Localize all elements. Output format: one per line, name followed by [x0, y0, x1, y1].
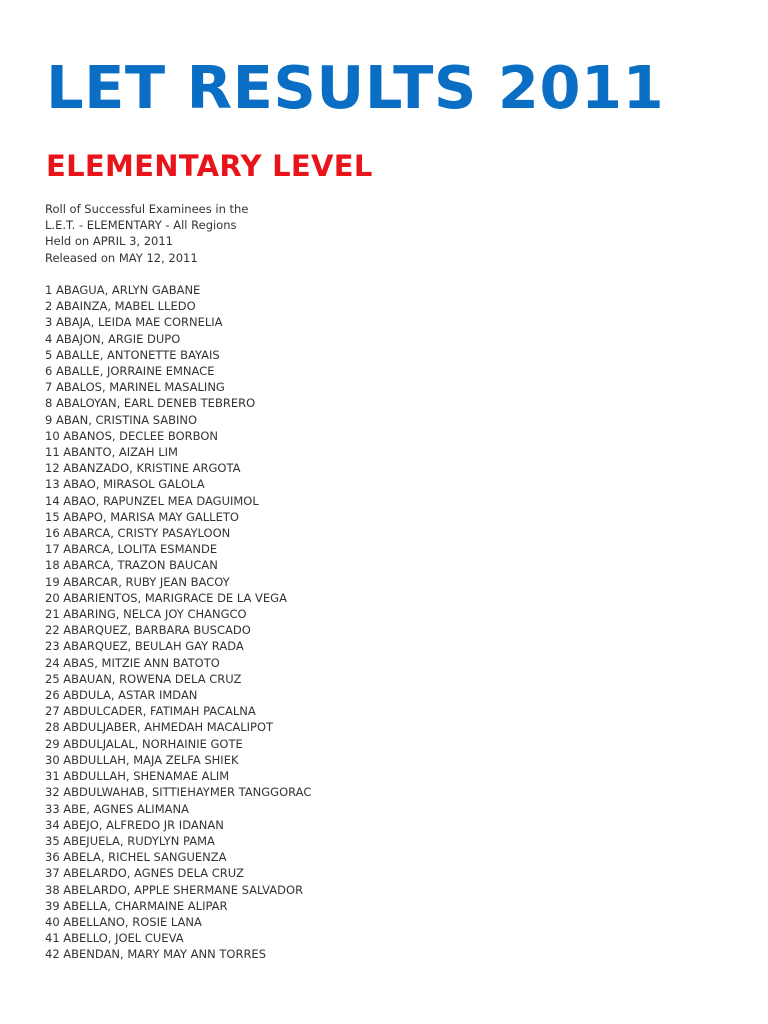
list-item: 36 ABELA, RICHEL SANGUENZA: [45, 850, 227, 865]
list-item: 3 ABAJA, LEIDA MAE CORNELIA: [45, 315, 223, 330]
list-item: 18 ABARCA, TRAZON BAUCAN: [45, 558, 218, 573]
list-item: 11 ABANTO, AIZAH LIM: [45, 445, 178, 460]
list-item: 20 ABARIENTOS, MARIGRACE DE LA VEGA: [45, 590, 287, 605]
list-item: 4 ABAJON, ARGIE DUPO: [45, 331, 181, 346]
list-item: 29 ABDULJALAL, NORHAINIE GOTE: [45, 736, 243, 751]
list-item: 16 ABARCA, CRISTY PASAYLOON: [45, 526, 231, 541]
list-item: 28 ABDULJABER, AHMEDAH MACALIPOT: [45, 720, 274, 735]
list-item: 15 ABAPO, MARISA MAY GALLETO: [45, 509, 239, 524]
list-item: 32 ABDULWAHAB, SITTIEHAYMER TANGGORAC: [45, 785, 312, 800]
list-item: 23 ABARQUEZ, BEULAH GAY RADA: [45, 639, 244, 654]
intro-line: Roll of Successful Examinees in the: [45, 202, 249, 216]
list-item: 37 ABELARDO, AGNES DELA CRUZ: [45, 866, 244, 881]
list-item: 41 ABELLO, JOEL CUEVA: [45, 931, 184, 946]
intro-block: [45, 201, 248, 266]
list-item: 21 ABARING, NELCA JOY CHANGCO: [45, 607, 247, 622]
list-item: 9 ABAN, CRISTINA SABINO: [45, 412, 198, 427]
list-item: 30 ABDULLAH, MAJA ZELFA SHIEK: [45, 752, 239, 767]
page-subtitle: ELEMENTARY LEVEL: [46, 149, 373, 183]
page-title: LET RESULTS 2011: [46, 53, 665, 122]
list-item: 35 ABEJUELA, RUDYLYN PAMA: [45, 833, 215, 848]
list-item: 2 ABAINZA, MABEL LLEDO: [45, 299, 196, 314]
list-item: 7 ABALOS, MARINEL MASALING: [45, 380, 225, 395]
list-item: 27 ABDULCADER, FATIMAH PACALNA: [45, 704, 256, 719]
list-item: 22 ABARQUEZ, BARBARA BUSCADO: [45, 623, 251, 638]
list-item: 31 ABDULLAH, SHENAMAE ALIM: [45, 769, 230, 784]
list-item: 14 ABAO, RAPUNZEL MEA DAGUIMOL: [45, 493, 259, 508]
list-item: 6 ABALLE, JORRAINE EMNACE: [45, 364, 215, 379]
list-item: 8 ABALOYAN, EARL DENEB TEBRERO: [45, 396, 256, 411]
list-item: 12 ABANZADO, KRISTINE ARGOTA: [45, 461, 241, 476]
list-item: 33 ABE, AGNES ALIMANA: [45, 801, 189, 816]
intro-line: Released on MAY 12, 2011: [45, 250, 198, 265]
list-item: 17 ABARCA, LOLITA ESMANDE: [45, 542, 218, 557]
list-item: 40 ABELLANO, ROSIE LANA: [45, 914, 202, 929]
list-item: 1 ABAGUA, ARLYN GABANE: [45, 283, 201, 297]
list-item: 5 ABALLE, ANTONETTE BAYAIS: [45, 347, 220, 362]
intro-line: L.E.T. - ELEMENTARY - All Regions: [45, 218, 237, 233]
list-item: 38 ABELARDO, APPLE SHERMANE SALVADOR: [45, 882, 304, 897]
list-item: 13 ABAO, MIRASOL GALOLA: [45, 477, 205, 492]
list-item: 26 ABDULA, ASTAR IMDAN: [45, 688, 198, 703]
examinee-list: [45, 282, 311, 963]
list-item: 10 ABANOS, DECLEE BORBON: [45, 428, 218, 443]
list-item: 39 ABELLA, CHARMAINE ALIPAR: [45, 898, 228, 913]
list-item: 34 ABEJO, ALFREDO JR IDANAN: [45, 817, 224, 832]
list-item: 42 ABENDAN, MARY MAY ANN TORRES: [45, 947, 266, 962]
list-item: 25 ABAUAN, ROWENA DELA CRUZ: [45, 671, 242, 686]
list-item: 24 ABAS, MITZIE ANN BATOTO: [45, 655, 220, 670]
list-item: 19 ABARCAR, RUBY JEAN BACOY: [45, 574, 230, 589]
intro-line: Held on APRIL 3, 2011: [45, 234, 173, 249]
